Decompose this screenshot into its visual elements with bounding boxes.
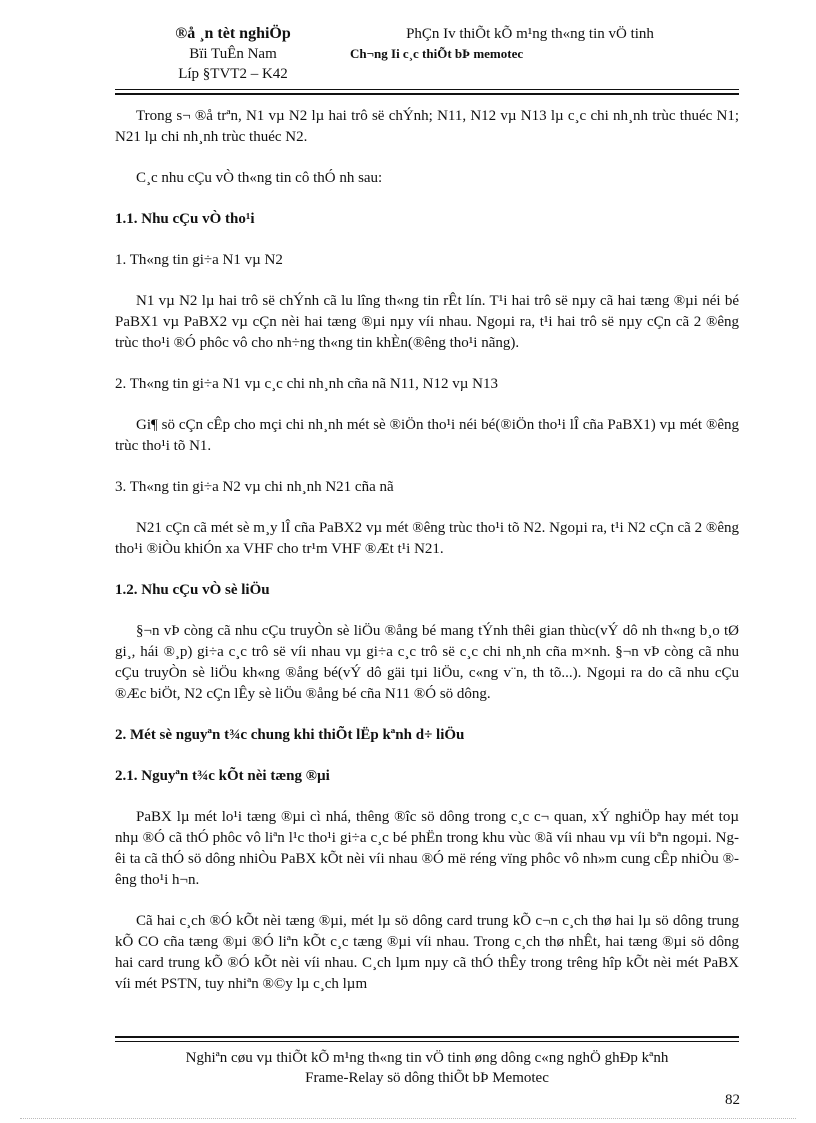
paragraph: Cã hai c¸ch ®Ó kÕt nèi tæng ®µi, mét lµ sö dông card trung kÕ c¬n c¸ch thø hai lµ sö dông trung kÕ CO cña tæng ®µi ®Ó liªn kÕt c¸c tæng ®µi víi nhau. Trong c¸ch thø nhÊt, hai tæng ®µi sö dông hai card trung kÕ ®Ó kÕt nèi víi nhau. C¸ch lµm nµy cã thÓ thÊy trong trêng hîp kÕt nèi mét PaBX víi mét PSTN, tuy nhiªn ®©y lµ c¸ch lµm xyxy=(115,913,739,992)
footer-line: Nghiªn cøu vµ thiÕt kÕ m¹ng th«ng tin vÖ tinh øng dông c«ng nghÖ ghÐp kªnh xyxy=(185,1050,669,1066)
subsection-title: 3. Th«ng tin gi÷a N2 vµ chi nh¸nh N21 cña nã xyxy=(115,479,394,495)
section-heading: 2.1. Nguyªn t¾c kÕt nèi tæng ®µi xyxy=(115,768,330,784)
footer-rule-top xyxy=(115,1036,739,1038)
paragraph: PaBX lµ mét lo¹i tæng ®µi cì nhá, thêng ®îc sö dông trong c¸c c¬ quan, xÝ nghiÖp hay mét toµ nhµ ®Ó cã thÓ phôc vô liªn l¹c tho¹i gi÷a c¸c bé phËn trong khu vùc ®ã víi nhau vµ víi bªn ngoµi. Ngêi ta cã thÓ sö dông nhiÒu PaBX kÕt nèi víi nhau ®Ó më réng vïng phôc vô nh»m cung cÊp nhiÒu ®êng tho¹i h¬n. xyxy=(115,809,739,888)
paragraph: §¬n vÞ còng cã nhu cÇu truyÒn sè liÖu ®ång bé mang tÝnh thêi gian thùc(vÝ dô nh th«ng b¸o tØ gi¸, hái ®¸p) gi÷a c¸c trô së víi nhau vµ gi÷a c¸c trô së c¸c chi nh¸nh cña m×nh. §¬n vÞ còng cã nhu cÇu truyÒn sè liÖu kh«ng ®ång bé(vÝ dô gäi tµi liÖu, c«ng v¨n, th tõ...). Ngoµi ra do cã nhu cÇu ®Æc biÖt, N2 cÇn lÊy sè liÖu ®ång bé cña N11 ®Ó sö dông. xyxy=(115,623,739,702)
header-rule-bottom xyxy=(115,93,739,95)
paragraph: Trong s¬ ®å trªn, N1 vµ N2 lµ hai trô së chÝnh; N11, N12 vµ N13 lµ c¸c chi nh¸nh trùc thuéc N1; N21 lµ chi nh¸nh trùc thuéc N2. xyxy=(115,108,739,145)
subsection-title: 1. Th«ng tin gi÷a N1 vµ N2 xyxy=(115,252,283,268)
main-content xyxy=(115,106,739,1015)
header-part-title: PhÇn Iv thiÕt kÕ m¹ng th«ng tin vÖ tinh xyxy=(406,26,654,42)
page-number: 82 xyxy=(725,1092,740,1108)
page-edge-divider xyxy=(20,1118,796,1119)
paragraph: N1 vµ N2 lµ hai trô së chÝnh cã lu lîng th«ng tin rÊt lín. T¹i hai trô së nµy cã hai tæng ®µi néi bé PaBX1 vµ PaBX2 vµ cÇn nèi hai tæng ®µi nµy víi nhau. Ngoµi ra, t¹i hai trô së nµy cÇn cã 2 ®êng trùc tho¹i ®Ó phôc vô cho nh÷ng th«ng tin khÈn(®êng tho¹i nãng). xyxy=(115,293,739,351)
subsection-title: 2. Th«ng tin gi÷a N1 vµ c¸c chi nh¸nh cña nã N11, N12 vµ N13 xyxy=(115,376,498,392)
paragraph: Gi¶ sö cÇn cÊp cho mçi chi nh¸nh mét sè ®iÖn tho¹i néi bé(®iÖn tho¹i lÎ cña PaBX1) vµ mét ®êng trùc tho¹i tõ N1. xyxy=(115,417,739,454)
footer-rule-bottom xyxy=(115,1041,739,1042)
paragraph: N21 cÇn cã mét sè m¸y lÎ cña PaBX2 vµ mét ®êng trùc tho¹i tõ N2. Ngoµi ra, t¹i N2 cÇn cã 2 ®êng tho¹i ®iÒu khiÓn xa VHF cho tr¹m VHF ®Æt t¹i N21. xyxy=(115,520,739,557)
section-heading: 2. Mét sè nguyªn t¾c chung khi thiÕt lËp kªnh d÷ liÖu xyxy=(115,727,465,743)
paragraph: C¸c nhu cÇu vÒ th«ng tin cô thÓ nh sau: xyxy=(136,170,383,186)
header-chapter-title: Ch¬ng Ii c¸c thiÕt bÞ memotec xyxy=(350,46,524,61)
header-rule-top xyxy=(115,89,739,90)
header-thesis-title: ®å ¸n tèt nghiÖp xyxy=(175,25,291,42)
section-heading: 1.1. Nhu cÇu vÒ tho¹i xyxy=(115,211,255,227)
header-right-block xyxy=(350,24,710,64)
footer-line: Frame-Relay sö dông thiÕt bÞ Memotec xyxy=(305,1070,549,1086)
page-footer xyxy=(115,1048,739,1088)
section-heading: 1.2. Nhu cÇu vÒ sè liÖu xyxy=(115,582,270,598)
header-author: Bïi TuÊn Nam xyxy=(189,46,277,62)
header-left-block xyxy=(148,24,318,84)
header-class: Líp §TVT2 – K42 xyxy=(178,66,288,82)
